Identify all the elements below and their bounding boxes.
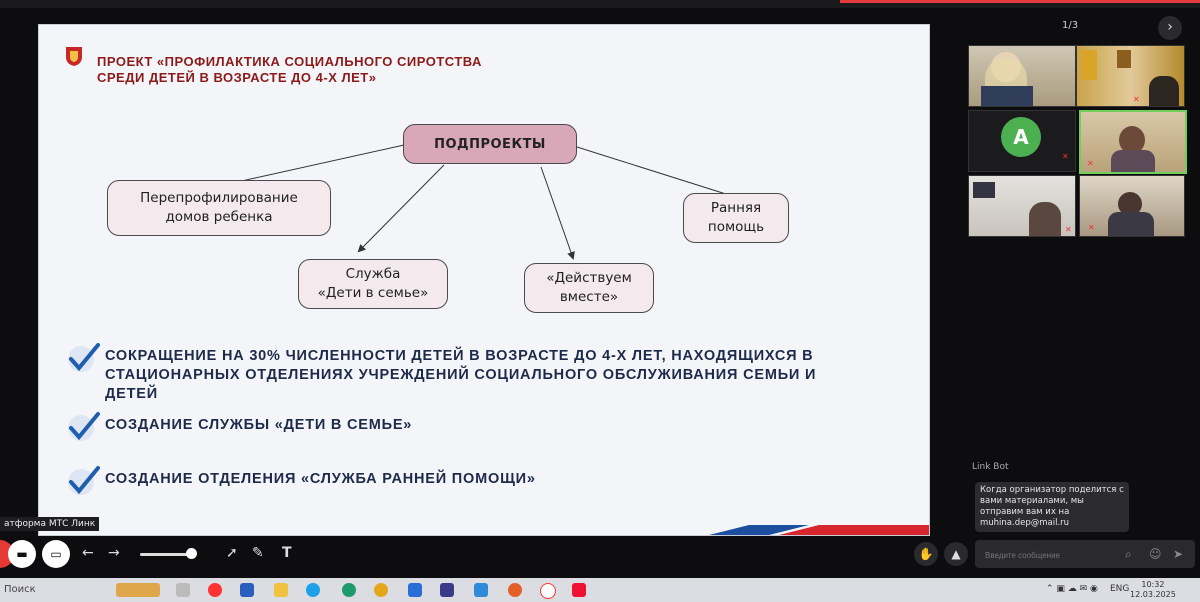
mic-off-icon: ✕ <box>1065 225 1072 234</box>
yandex-icon[interactable] <box>208 583 222 597</box>
flame-icon: ▲ <box>951 547 961 561</box>
task-view-icon[interactable] <box>176 583 190 597</box>
chat-message-input[interactable] <box>983 547 1127 563</box>
board-icon: ▭ <box>50 547 62 561</box>
bullet-create-service-text: СОЗДАНИЕ СЛУЖБЫ «ДЕТИ В СЕМЬЕ» <box>105 417 413 433</box>
edge-icon[interactable] <box>342 583 356 597</box>
chevron-right-icon: › <box>1167 19 1173 35</box>
node-reprofiling-line1: Перепрофилирование <box>140 190 298 206</box>
node-reprofiling-line2: домов ребенка <box>165 209 273 225</box>
mic-off-icon: ✕ <box>1088 223 1095 232</box>
mic-off-icon: ✕ <box>1133 95 1140 104</box>
hand-icon: ✋ <box>918 547 934 561</box>
app-icon[interactable] <box>440 583 454 597</box>
participant-avatar: A <box>1001 117 1041 157</box>
arrow-right-icon[interactable]: → <box>108 545 120 561</box>
language-indicator[interactable]: ENG <box>1110 584 1130 594</box>
chat-sender-name: Link Bot <box>972 462 1009 472</box>
node-children-in-family-line2: «Дети в семье» <box>317 285 429 301</box>
presentation-slide <box>38 24 930 536</box>
checkmark-icon <box>65 462 101 498</box>
taskbar-search[interactable]: Поиск <box>4 584 36 595</box>
participant-tile-6[interactable] <box>1079 175 1185 237</box>
top-bar <box>0 0 1200 8</box>
node-act-together-line2: вместе» <box>559 289 619 305</box>
app-icon[interactable] <box>408 583 422 597</box>
node-early-help <box>683 193 789 243</box>
bullet-create-department <box>65 462 536 498</box>
tray-icons[interactable]: ⌃ ▣ ☁ ✉ ◉ <box>1046 584 1098 594</box>
clock-date: 12.03.2025 <box>1130 590 1176 599</box>
screen-icon: ▬ <box>16 547 28 561</box>
bullet-reduction-line1: СОКРАЩЕНИЕ НА 30% ЧИСЛЕННОСТИ ДЕТЕЙ В ВОЗРАСТЕ ДО 4-Х ЛЕТ, НАХОДЯЩИХСЯ В <box>105 348 814 364</box>
next-page-button[interactable] <box>1158 16 1182 40</box>
slide-corner-stripe <box>649 525 929 535</box>
send-icon[interactable]: ➤ <box>1173 547 1184 561</box>
skype-icon[interactable] <box>306 583 320 597</box>
bullet-reduction-line2: СТАЦИОНАРНЫХ ОТДЕЛЕНИЯХ УЧРЕЖДЕНИЙ СОЦИАЛЬНОГО ОБСЛУЖИВАНИЯ СЕМЬИ И <box>105 367 817 383</box>
emoji-icon[interactable]: ☺ <box>1149 547 1162 561</box>
node-children-in-family-line1: Служба <box>345 266 401 282</box>
screen-share-button[interactable] <box>8 540 36 568</box>
app-icon[interactable] <box>474 583 488 597</box>
mic-off-icon: ✕ <box>1062 152 1069 161</box>
widget-icon[interactable] <box>116 583 160 597</box>
pointer-icon[interactable]: ➚ <box>226 545 238 561</box>
taskbar-clock[interactable] <box>1130 580 1176 600</box>
attach-icon[interactable]: ⌕ <box>1125 547 1132 561</box>
bullet-create-service <box>65 408 412 444</box>
bullet-create-department-text: СОЗДАНИЕ ОТДЕЛЕНИЯ «СЛУЖБА РАННЕЙ ПОМОЩИ» <box>105 471 536 487</box>
arrow-left-icon[interactable]: ← <box>82 545 94 561</box>
slide-title-line2: СРЕДИ ДЕТЕЙ В ВОЗРАСТЕ ДО 4-Х ЛЕТ» <box>97 70 377 85</box>
word-icon[interactable] <box>240 583 254 597</box>
windows-taskbar <box>0 578 1200 602</box>
platform-label: атформа МТС Линк <box>0 517 99 531</box>
chat-message: Когда организатор поделится с вами материалами, мы отправим вам их на muhina.dep@mail.ru <box>975 482 1129 532</box>
node-early-help-line2: помощь <box>707 219 765 235</box>
checkmark-icon <box>65 408 101 444</box>
node-act-together-line1: «Действуем <box>546 270 632 286</box>
chrome-icon[interactable] <box>374 583 388 597</box>
participant-tile-2[interactable] <box>1076 45 1185 107</box>
text-tool-icon[interactable]: T <box>282 545 292 561</box>
participant-tile-5[interactable] <box>968 175 1076 237</box>
volume-slider-knob[interactable] <box>186 548 197 559</box>
node-subprojects-label: ПОДПРОЕКТЫ <box>434 136 546 152</box>
participant-tile-4[interactable] <box>1079 110 1187 174</box>
whiteboard-button[interactable] <box>42 540 70 568</box>
top-accent <box>840 0 1200 3</box>
node-children-in-family <box>298 259 448 309</box>
firefox-icon[interactable] <box>508 583 522 597</box>
folder-icon[interactable] <box>274 583 288 597</box>
checkmark-icon <box>65 339 101 375</box>
bullet-reduction <box>65 339 816 404</box>
participant-tile-1[interactable] <box>968 45 1076 107</box>
chat-input-box[interactable] <box>975 540 1195 568</box>
bullet-reduction-line3: ДЕТЕЙ <box>105 386 158 402</box>
reaction-button[interactable] <box>944 542 968 566</box>
app-icon[interactable] <box>572 583 586 597</box>
diagram-connectors <box>39 25 929 535</box>
node-subprojects <box>403 124 577 164</box>
slide-title-line1: ПРОЕКТ «ПРОФИЛАКТИКА СОЦИАЛЬНОГО СИРОТСТВА <box>97 54 482 69</box>
clock-time: 10:32 <box>1141 580 1165 589</box>
pen-icon[interactable]: ✎ <box>252 545 264 561</box>
node-reprofiling <box>107 180 331 236</box>
node-act-together <box>524 263 654 313</box>
mic-off-icon: ✕ <box>1087 159 1094 168</box>
yandex-browser-icon[interactable] <box>540 583 556 599</box>
raise-hand-button[interactable] <box>914 542 938 566</box>
node-early-help-line1: Ранняя <box>710 200 762 216</box>
page-counter: 1/3 <box>1062 20 1079 31</box>
